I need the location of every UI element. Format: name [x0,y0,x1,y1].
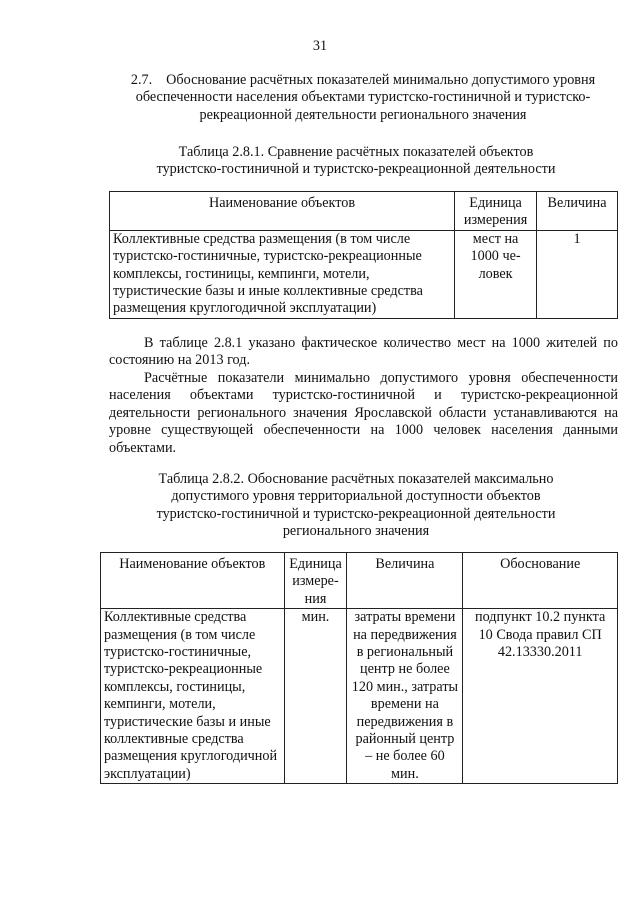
table1-caption-line: Таблица 2.8.1. Сравнение расчётных показателей объектов [178,144,534,160]
table1-header-unit: Единица измерения [455,192,537,231]
section-heading [109,72,617,124]
table2-header-name: Наименование объектов [101,553,285,609]
table2-caption-line: допустимого уровня территориальной доступности объектов [171,488,541,505]
paragraph: Расчётные показатели минимально допустимого уровня обеспеченности населения объектами туристско-гостиничной и туристско-рекреационной деятельности регионального значения Ярославской области устанавливаются на уровне существующей обеспеченности на 1000 человек населения данными объектами. [109,370,618,456]
section-number: 2.7. [130,72,153,88]
table2-header-row [101,553,618,609]
page-number: 31 [312,38,328,54]
section-title: Обоснование расчётных показателей минимально допустимого уровня обеспеченности населения объектами туристско-гостиничной и туристско-рекреационной деятельности регионального значения [135,72,596,123]
table2-header-unit: Единица измере-ния [284,553,347,609]
table2-header-value: Величина [347,553,463,609]
table1 [109,191,618,319]
table1-header-name: Наименование объектов [110,192,455,231]
table2-caption-line: Таблица 2.8.2. Обоснование расчётных показателей максимально [158,471,554,487]
table2-caption-line: регионального значения [282,523,430,540]
table2-cell-basis: подпункт 10.2 пункта 10 Свода правил СП 42.13330.2011 [463,609,618,784]
table2 [100,552,618,784]
table2-cell-value: затраты времени на передвижения в региональный центр не более 120 мин., затраты времени на передвижения в районный центр – не более 60 мин. [347,609,463,784]
table-row [110,230,618,318]
table2-cell-unit: мин. [284,609,347,784]
table1-header-row [110,192,618,231]
table1-cell-value: 1 [537,230,618,318]
table2-caption [96,471,616,541]
table2-header-basis: Обоснование [463,553,618,609]
table1-cell-name: Коллективные средства размещения (в том числе туристско-гостиничные, туристско-рекреационные комплексы, гостиницы, кемпинги, мотели, туристические базы и иные коллективные средства размещения круглогодичной эксплуатации) [110,230,455,318]
paragraph: В таблице 2.8.1 указано фактическое количество мест на 1000 жителей по состоянию на 2013 год. [109,335,618,369]
table-row [101,609,618,784]
table2-cell-name: Коллективные средства размещения (в том числе туристско-гостиничные, туристско-рекреационные комплексы, гостиницы, кемпинги, мотели, туристические базы и иные коллективные средства размещения круглогодичной эксплуатации) [101,609,285,784]
table1-cell-unit: мест на 1000 че-ловек [455,230,537,318]
table1-caption [96,144,616,179]
table2-caption-line: туристско-гостиничной и туристско-рекреационной деятельности [156,505,556,522]
table1-caption-line: туристско-гостиничной и туристско-рекреационной деятельности [156,161,556,178]
table1-header-value: Величина [537,192,618,231]
